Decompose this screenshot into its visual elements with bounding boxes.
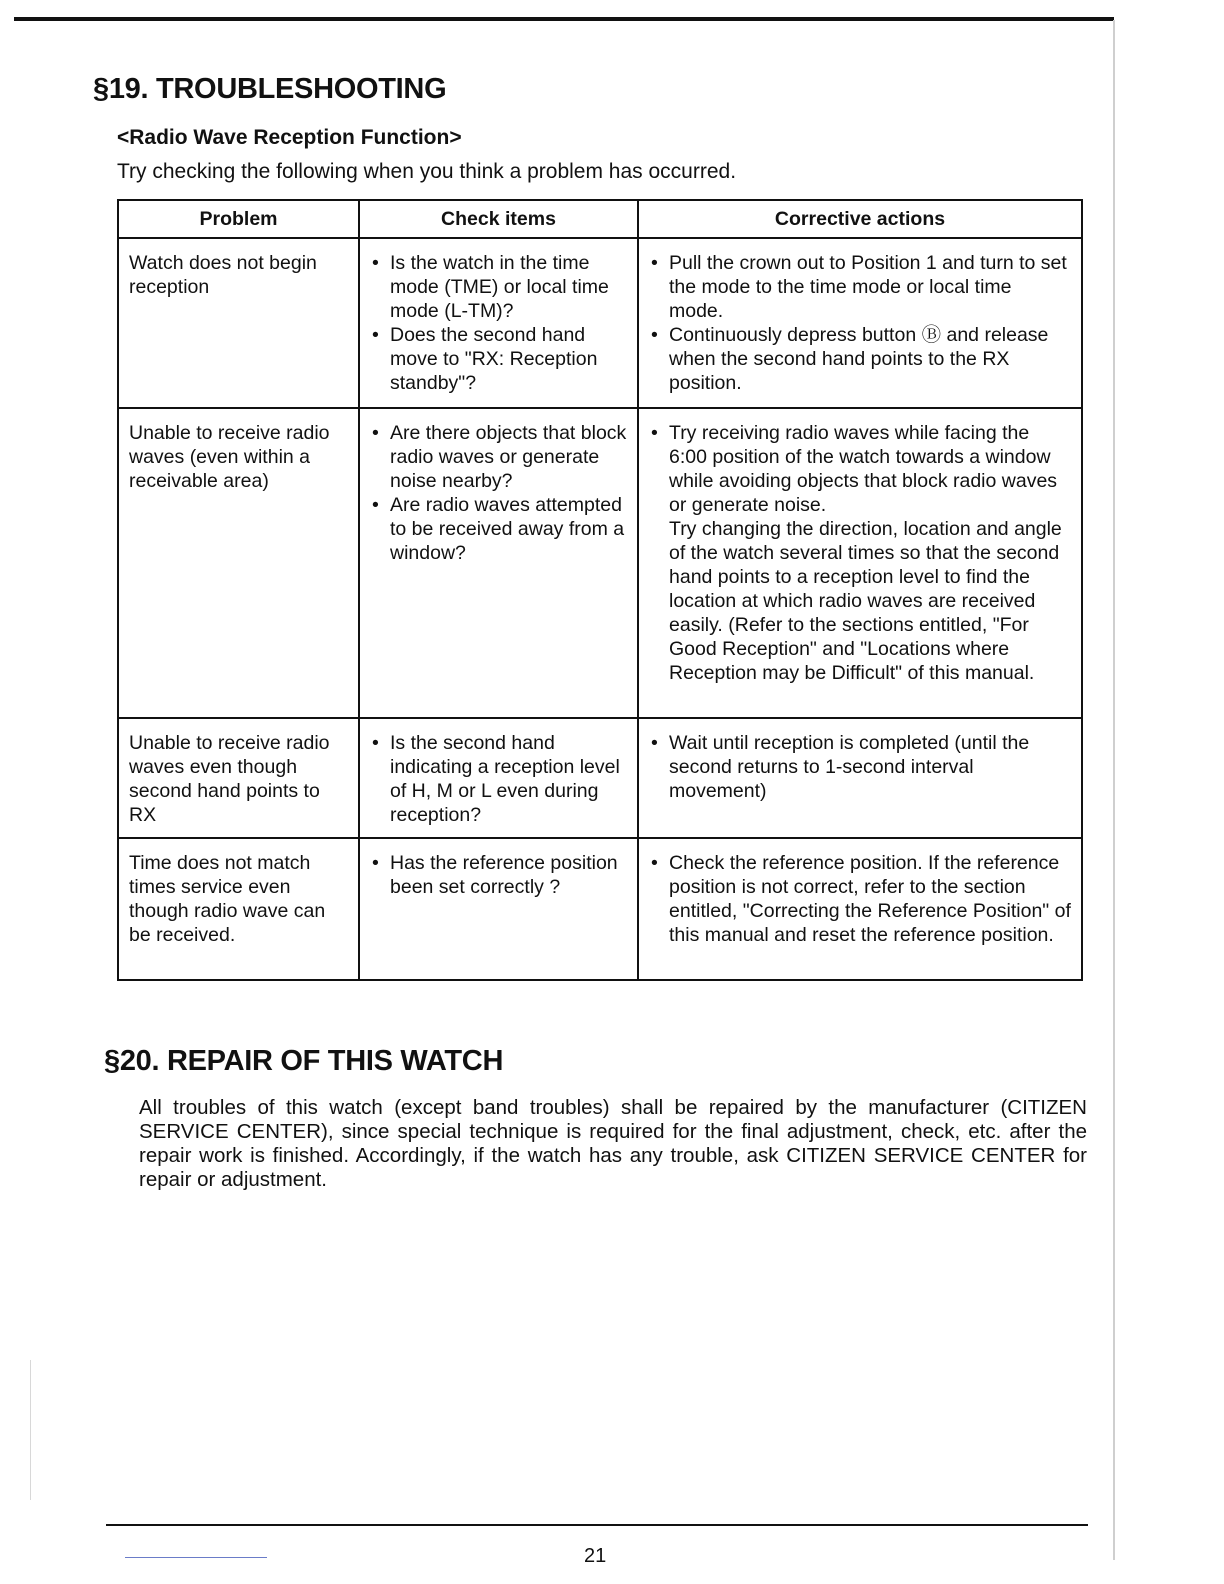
corrective-actions-cell (638, 408, 1082, 718)
problem-cell: Unable to receive radio waves (even within a receivable area) (118, 408, 359, 718)
corrective-actions-cell (638, 238, 1082, 408)
section-20-title: §20. REPAIR OF THIS WATCH (104, 1045, 504, 1077)
troubleshooting-intro: Try checking the following when you think a problem has occurred. (117, 160, 737, 183)
check-items-cell (359, 238, 638, 408)
problem-cell: Watch does not begin reception (118, 238, 359, 408)
check-item: • Are there objects that block radio waves or generate noise nearby? (370, 421, 627, 493)
corner-mark (125, 1557, 267, 1558)
check-item: • Is the second hand indicating a reception level of H, M or L even during reception? (370, 731, 627, 827)
corrective-action: • Continuously depress button Ⓑ and release when the second hand points to the RX position. (649, 323, 1071, 395)
problem-cell: Time does not match times service even though radio wave can be received. (118, 838, 359, 980)
page-number: 21 (584, 1545, 607, 1567)
corrective-action: • Wait until reception is completed (until the second returns to 1-second interval movement) (649, 731, 1071, 803)
corrective-action: • Pull the crown out to Position 1 and turn to set the mode to the time mode or local time mode. (649, 251, 1071, 323)
check-items-cell (359, 718, 638, 838)
repair-paragraph: All troubles of this watch (except band troubles) shall be repaired by the manufacturer (CITIZEN SERVICE CENTER), since special technique is required for the final adjustment, check, etc. after the repair work is finished. Accordingly, if the watch has any trouble, ask CITIZEN SERVICE CENTER for repair or adjustment. (139, 1096, 1087, 1191)
problem-cell: Unable to receive radio waves even though second hand points to RX (118, 718, 359, 838)
header-problem: Problem (118, 200, 359, 238)
table-row (118, 408, 1082, 718)
right-page-edge (1113, 20, 1115, 1560)
corrective-actions-cell (638, 718, 1082, 838)
check-item: • Does the second hand move to "RX: Reception standby"? (370, 323, 627, 395)
check-items-cell (359, 838, 638, 980)
header-check-items: Check items (359, 200, 638, 238)
table-row (118, 238, 1082, 408)
check-item: • Are radio waves attempted to be received away from a window? (370, 493, 627, 565)
corrective-action: • Check the reference position. If the reference position is not correct, refer to the section entitled, "Correcting the Reference Position" of this manual and reset the reference position. (649, 851, 1071, 947)
left-page-edge (30, 1360, 31, 1500)
check-items-cell (359, 408, 638, 718)
table-row (118, 838, 1082, 980)
header-corrective-actions: Corrective actions (638, 200, 1082, 238)
table-header-row (118, 200, 1082, 238)
table-row (118, 718, 1082, 838)
check-item: • Has the reference position been set correctly ? (370, 851, 627, 899)
troubleshooting-table (117, 199, 1083, 981)
bottom-rule (106, 1524, 1088, 1526)
corrective-actions-cell (638, 838, 1082, 980)
top-rule (14, 17, 1114, 21)
radio-wave-subheading: <Radio Wave Reception Function> (117, 126, 462, 149)
section-19-title: §19. TROUBLESHOOTING (93, 73, 447, 105)
corrective-action-continuation: Try changing the direction, location and angle of the watch several times so that the second hand points to a reception level to find the location at which radio waves are received easily. (Refer to the sections entitled, "For Good Reception" and "Locations where Reception may be Difficult" of this manual. (669, 518, 1062, 684)
corrective-action: • Try receiving radio waves while facing the 6:00 position of the watch towards a window while avoiding objects that block radio waves or generate noise. (649, 421, 1071, 517)
check-item: • Is the watch in the time mode (TME) or local time mode (L-TM)? (370, 251, 627, 323)
